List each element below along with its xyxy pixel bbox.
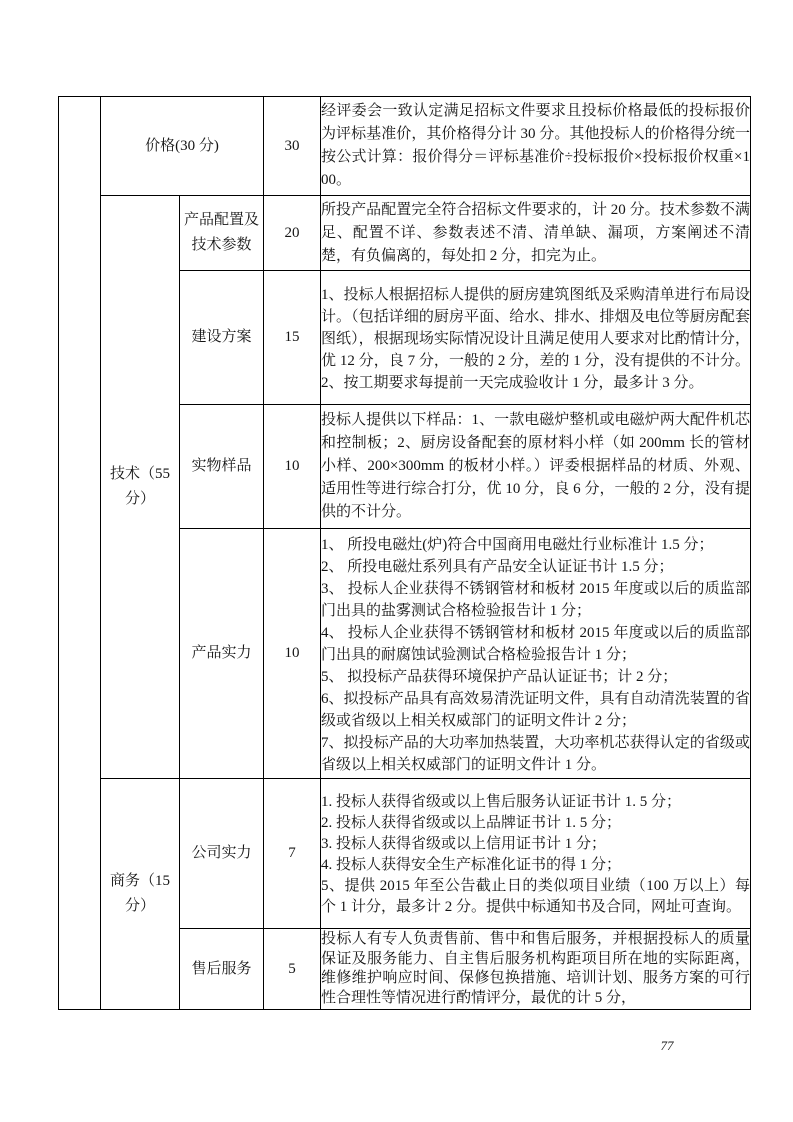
page-number: 77 (660, 1038, 674, 1053)
criteria-item: 5、提供 2015 年至公告截止日的类似项目业绩（100 万以上）每个 1 计分，最多计 2 分。提供中标通知书及合同，网址可查询。 (321, 877, 750, 915)
subitem-cell-after-sales: 售后服务 (180, 929, 264, 1010)
criteria-item: 3、 投标人企业获得不锈钢管材和板材 2015 年度或以后的质监部门出具的盐雾测试合格检验报告计 1 分； (321, 580, 750, 619)
criteria-item: 1、 所投电磁灶(炉)符合中国商用电磁灶行业标准计 1.5 分； (321, 536, 714, 553)
criteria-item: 6、拟投标产品具有高效易清洗证明文件，具有自动清洗装置的省级或省级以上相关权威部门的证明文件计 2 分； (321, 690, 750, 729)
criteria-cell-company-strength (321, 779, 751, 929)
criteria-item: 7、拟投标产品的大功率加热装置，大功率机芯获得认定的省级或省级以上相关权威部门的证明文件计 1 分。 (321, 734, 750, 773)
criteria-cell-product-config (321, 196, 751, 271)
subitem-cell-physical-sample: 实物样品 (180, 405, 264, 529)
criteria-item: 3. 投标人获得省级或以上信用证书计 1 分； (321, 835, 607, 852)
table-row (59, 196, 751, 271)
score-cell-product-strength: 10 (264, 529, 321, 779)
score-cell-after-sales: 5 (264, 929, 321, 1010)
evaluation-criteria-table (58, 96, 751, 1010)
criteria-paragraph: 所投产品配置完全符合招标文件要求的，计 20 分。技术参数不满足、配置不详、参数表述不清、清单缺、漏项，方案阐述不清楚，有负偏离的，每处扣 2 分，扣完为止。 (321, 201, 750, 264)
subitem-cell-construction-plan: 建设方案 (180, 271, 264, 405)
empty-spanner-cell (59, 97, 101, 1010)
criteria-item: 4、 投标人企业获得不锈钢管材和板材 2015 年度或以后的质监部门出具的耐腐蚀试验测试合格检验报告计 1 分； (321, 624, 750, 663)
score-cell-product-config: 20 (264, 196, 321, 271)
subitem-cell-product-config: 产品配置及技术参数 (180, 196, 264, 271)
criteria-cell-physical-sample (321, 405, 751, 529)
criteria-cell-product-strength (321, 529, 751, 779)
score-cell-company-strength: 7 (264, 779, 321, 929)
criteria-item: 2、 所投电磁灶系列具有产品安全认证证书计 1.5 分； (321, 558, 674, 575)
score-cell-construction-plan: 15 (264, 271, 321, 405)
criteria-paragraph: 经评委会一致认定满足招标文件要求且投标价格最低的投标报价为评标基准价，其价格得分计 30 分。其他投标人的价格得分统一按公式计算：报价得分＝评标基准价÷投标报价×投标报价权重×100。 (321, 103, 750, 188)
category-price-cell: 价格(30 分) (101, 97, 264, 196)
criteria-paragraph: 1、投标人根据招标人提供的厨房建筑图纸及采购清单进行布局设计。（包括详细的厨房平面、给水、排水、排烟及电位等厨房配套图纸），根据现场实际情况设计且满足使用人要求对比酌情计分，优 12 分，良 7 分，一般的 2 分，差的 1 分，没有提供的不计分。2、按工期要求每提前一天完成验收计 1 分，最多计 3 分。 (321, 286, 750, 391)
subitem-cell-company-strength: 公司实力 (180, 779, 264, 929)
criteria-item: 2. 投标人获得省级或以上品牌证书计 1. 5 分； (321, 814, 622, 831)
criteria-item: 1. 投标人获得省级或以上售后服务认证证书计 1. 5 分； (321, 793, 682, 810)
criteria-item: 4. 投标人获得安全生产标准化证书的得 1 分； (321, 856, 622, 873)
criteria-paragraph: 投标人提供以下样品：1、一款电磁炉整机或电磁炉两大配件机芯和控制板；2、厨房设备配套的原材料小样（如 200mm 长的管材小样、200×300mm 的板材小样。）评委根据样品的材质、外观、适用性等进行综合打分，优 10 分，良 6 分，一般的 2 分，没有提供的不计分。 (321, 412, 750, 520)
table-row (59, 97, 751, 196)
category-technical-cell: 技术（55 分） (101, 196, 180, 779)
score-cell-price: 30 (264, 97, 321, 196)
criteria-paragraph: 投标人有专人负责售前、售中和售后服务，并根据投标人的质量保证及服务能力、自主售后服务机构距项目所在地的实际距离，维修维护响应时间、保修包换措施、培训计划、服务方案的可行性合理性等情况进行酌情评分，最优的计 5 分， (321, 931, 750, 1006)
criteria-cell-price (321, 97, 751, 196)
category-commercial-cell: 商务（15 分） (101, 779, 180, 1010)
criteria-cell-construction-plan (321, 271, 751, 405)
subitem-cell-product-strength: 产品实力 (180, 529, 264, 779)
table-row (59, 779, 751, 929)
criteria-item: 5、 拟投标产品获得环境保护产品认证证书；计 2 分； (321, 668, 678, 685)
score-cell-physical-sample: 10 (264, 405, 321, 529)
criteria-cell-after-sales (321, 929, 751, 1010)
